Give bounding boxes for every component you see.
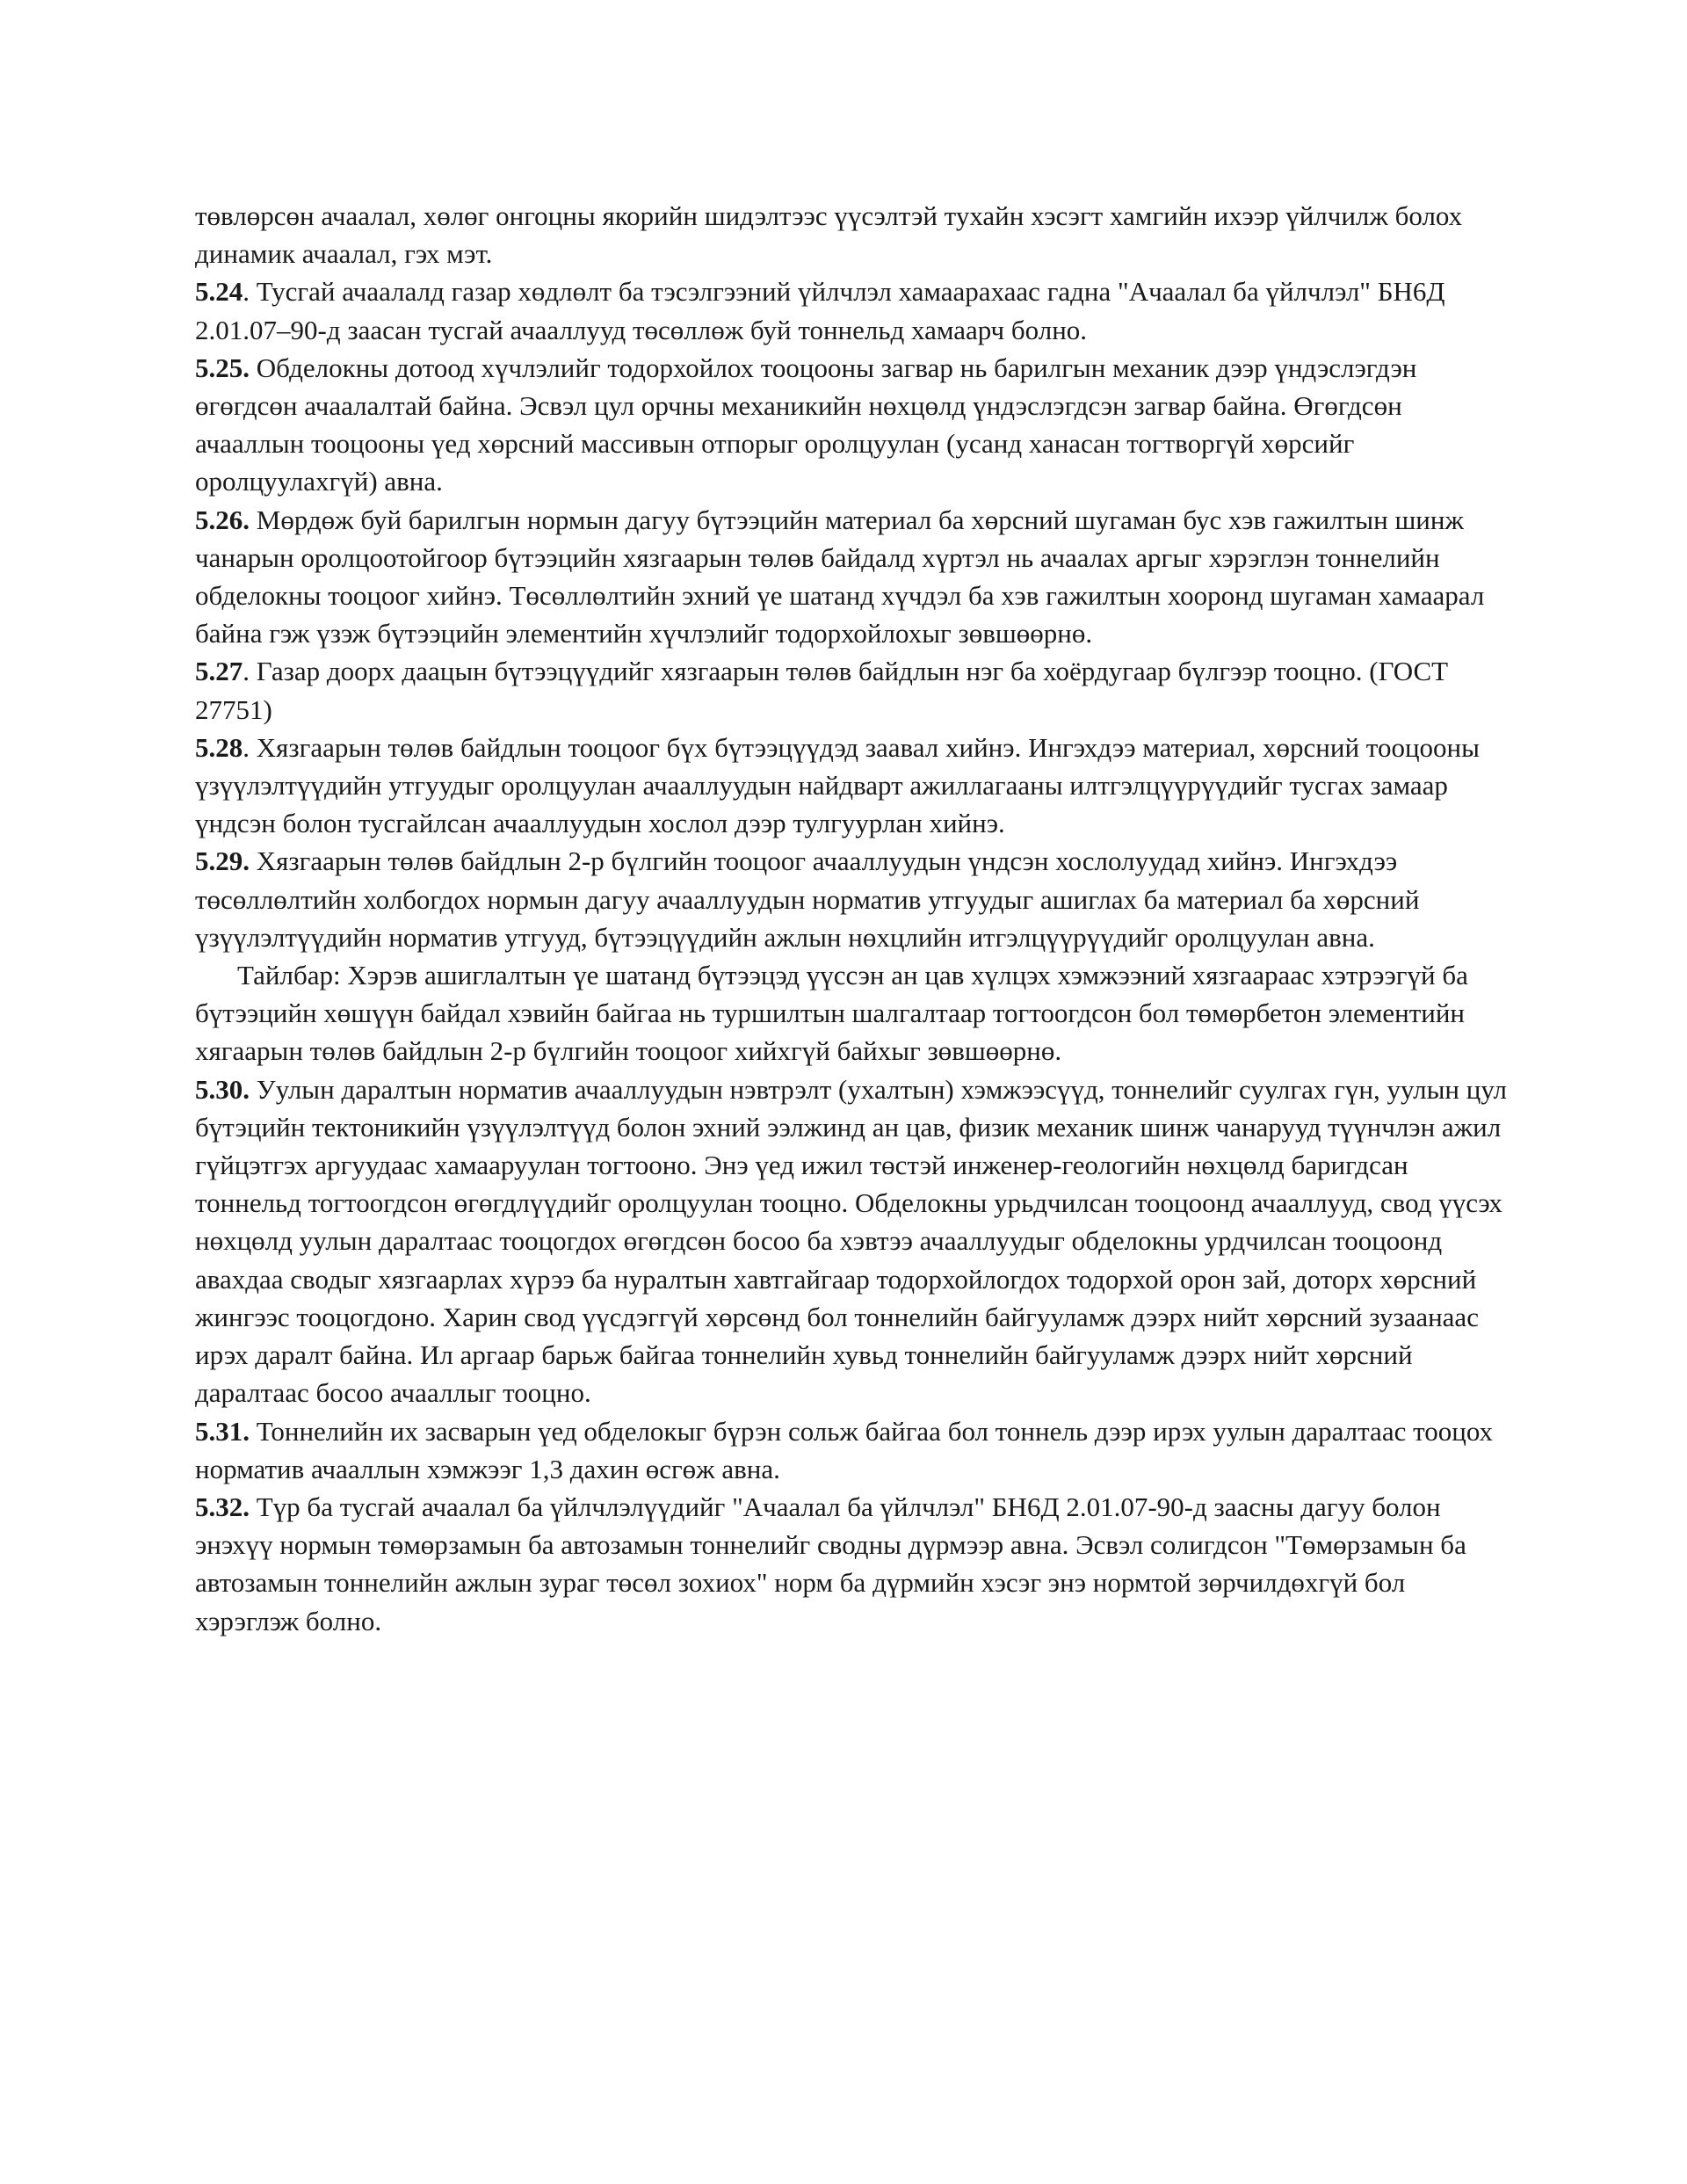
paragraph-intro [195, 197, 1513, 272]
paragraph-5-24 [195, 272, 1513, 348]
document-page [195, 197, 1513, 1640]
section-number: 5.30. [195, 1073, 250, 1105]
paragraph-text: . Хязгаарын төлөв байдлын тооцоог бүх бүтээцүүдэд заавал хийнэ. Ингэхдээ материал, хөрсний тооцооны үзүүлэлтүүдийн утгуудыг оролцуулан ачааллуудын найдварт ажиллагааны илтгэлцүүрүүдийг тусгах замаар үндсэн болон тусгайлсан ачааллуудын хослол дээр тулгуурлан хийнэ. [195, 731, 1480, 839]
section-number: 5.28 [195, 731, 243, 763]
paragraph-text: Мөрдөж буй барилгын нормын дагуу бүтээцийн материал ба хөрсний шугаман бус хэв гажилтын шинж чанарын оролцоотойгоор бүтээцийн хязгаарын төлөв байдалд хүртэл нь ачаалах аргыг хэрэглэн тоннелийн обделокны тооцоог хийнэ. Төсөллөлтийн эхний үе шатанд хүчдэл ба хэв гажилтын хооронд шугаман хамаарал байна гэж үзэж бүтээцийн элементийн хүчлэлийг тодорхойлохыг зөвшөөрнө. [195, 504, 1485, 649]
paragraph-text: Түр ба тусгай ачаалал ба үйлчлэлүүдийг "Ачаалал ба үйлчлэл" БН6Д 2.01.07-90-д заасны дагуу болон энэхүү нормын төмөрзамын ба автозамын тоннелийг сводны дүрмээр авна. Эсвэл солигдсон "Төмөрзамын ба автозамын тоннелийн ажлын зураг төсөл зохиох" норм ба дүрмийн хэсэг энэ нормтой зөрчилдөхгүй бол хэрэглэж болно. [195, 1491, 1466, 1636]
paragraph-text: төвлөрсөн ачаалал, хөлөг онгоцны якорийн шидэлтээс үүсэлтэй тухайн хэсэгт хамгийн ихээр үйлчилж болох динамик ачаалал, гэх мэт. [195, 200, 1463, 270]
section-number: 5.24 [195, 276, 243, 308]
section-number: 5.32. [195, 1491, 250, 1522]
paragraph-5-25 [195, 349, 1513, 501]
paragraph-text: Обделокны дотоод хүчлэлийг тодорхойлох тооцооны загвар нь барилгын механик дээр үндэслэгдэн өгөгдсөн ачаалалтай байна. Эсвэл цул орчны механикийн нөхцөлд үндэслэгдсэн загвар байна. Өгөгдсөн ачааллын тооцооны үед хөрсний массивын отпорыг оролцуулан (усанд ханасан тогтворгүй хөрсийг оролцуулахгүй) авна. [195, 352, 1417, 497]
paragraph-5-31 [195, 1412, 1513, 1488]
paragraph-5-26 [195, 501, 1513, 653]
paragraph-text: Тайлбар: Хэрэв ашиглалтын үе шатанд бүтээцэд үүссэн ан цав хүлцэх хэмжээний хязгаараас хэтрээгүй ба бүтээцийн хөшүүн байдал хэвийн байгаа нь туршилтын шалгалтаар тогтоогдсон бол төмөрбетон элементийн хягаарын төлөв байдлын 2-р бүлгийн тооцоог хийхгүй байхыг зөвшөөрнө. [195, 960, 1468, 1067]
paragraph-text: Тоннелийн их засварын үед обделокыг бүрэн сольж байгаа бол тоннель дээр ирэх уулын даралтаас тооцох норматив ачааллын хэмжээг 1,3 дахин өсгөж авна. [195, 1415, 1494, 1484]
paragraph-5-28 [195, 729, 1513, 843]
section-number: 5.31. [195, 1415, 250, 1447]
paragraph-text: . Газар доорх даацын бүтээцүүдийг хязгаарын төлөв байдлын нэг ба хоёрдугаар бүлгээр тооцно. (ГОСТ 27751) [195, 656, 1449, 725]
paragraph-5-32 [195, 1488, 1513, 1640]
paragraph-text: . Тусгай ачаалалд газар хөдлөлт ба тэсэлгээний үйлчлэл хамаарахаас гадна "Ачаалал ба үйлчлэл" БН6Д 2.01.07–90-д заасан тусгай ачааллууд төсөллөж буй тоннельд хамаарч болно. [195, 276, 1445, 345]
section-number: 5.26. [195, 504, 250, 535]
paragraph-text: Хязгаарын төлөв байдлын 2-р бүлгийн тооцоог ачааллуудын үндсэн хослолуудад хийнэ. Ингэхдээ төсөллөлтийн холбогдох нормын дагуу ачааллуудын норматив утгуудыг ашиглах ба материал ба хөрсний үзүүлэлтүүдийн норматив утгууд, бүтээцүүдийн ажлын нөхцлийн итгэлцүүрүүдийг оролцуулан авна. [195, 845, 1420, 953]
section-number: 5.27 [195, 656, 243, 687]
section-number: 5.29. [195, 845, 250, 877]
paragraph-5-27 [195, 652, 1513, 728]
paragraph-text: Уулын даралтын норматив ачааллуудын нэвтрэлт (ухалтын) хэмжээсүүд, тоннелийг суулгах гүн, уулын цул бүтэцийн тектоникийн үзүүлэлтүүд болон эхний ээлжинд ан цав, физик механик шинж чанарууд түүнчлэн ажил гүйцэтгэх аргуудаас хамааруулан тогтооно. Энэ үед ижил төстэй инженер-геологийн нөхцөлд баригдсан тоннельд тогтоогдсон өгөгдлүүдийг оролцуулан тооцно. Обделокны урьдчилсан тооцоонд ачааллууд, свод үүсэх нөхцөлд уулын даралтаас тооцогдох өгөгдсөн босоо ба хэвтээ ачааллуудыг обделокны урдчилсан тооцоонд авахдаа сводыг хязгаарлах хүрээ ба нуралтын хавтгайгаар тодорхойлогдох тодорхой орон зай, доторх хөрсний жингээс тооцогдоно. Харин свод үүсдэггүй хөрсөнд бол тоннелийн байгууламж дээрх нийт хөрсний зузаанаас ирэх даралт байна. Ил аргаар барьж байгаа тоннелийн хувьд тоннелийн байгууламж дээрх нийт хөрсний даралтаас босоо ачааллыг тооцно. [195, 1073, 1507, 1409]
paragraph-5-30 [195, 1070, 1513, 1412]
section-number: 5.25. [195, 352, 250, 383]
paragraph-5-29 [195, 842, 1513, 956]
note-paragraph [195, 956, 1513, 1070]
